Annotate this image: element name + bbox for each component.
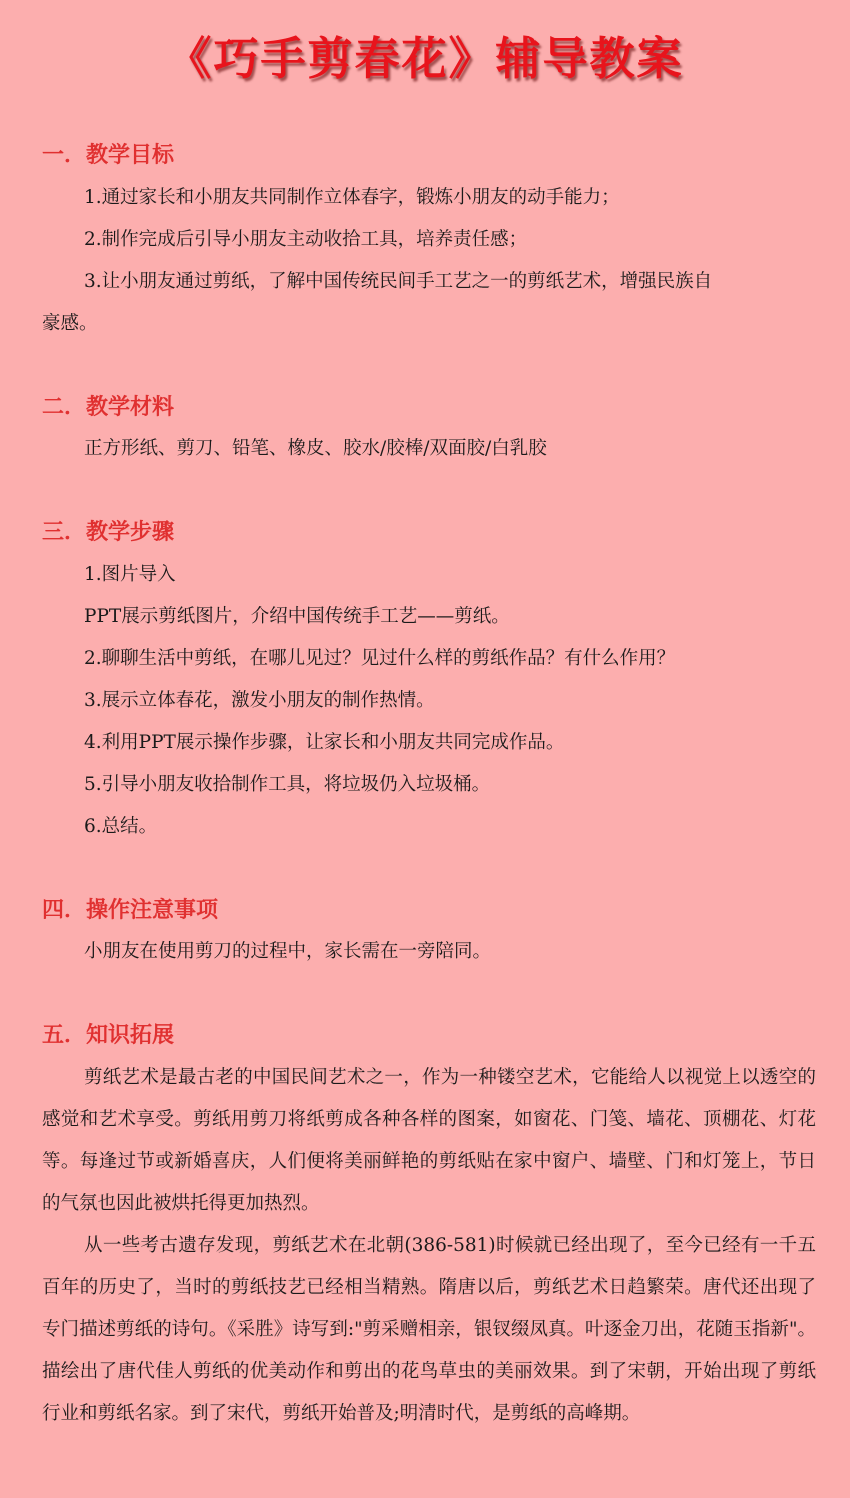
- goal-line-2: 2.制作完成后引导小朋友主动收拾工具，培养责任感；: [84, 229, 528, 250]
- section-heading-notes: 四．操作注意事项: [42, 898, 219, 923]
- materials-line: 正方形纸、剪刀、铅笔、橡皮、胶水/胶棒/双面胶/白乳胶: [84, 438, 547, 459]
- knowledge-paragraph-1: 剪纸艺术是最古老的中国民间艺术之一，作为一种镂空艺术，它能给人以视觉上以透空的感觉和艺术享受。剪纸用剪刀将纸剪成各种各样的图案，如窗花、门笺、墙花、顶棚花、灯花等。每逢过节或新婚喜庆，人们便将美丽鲜艳的剪纸贴在家中窗户、墙壁、门和灯笼上，节日的气氛也因此被烘托得更加热烈。: [42, 1067, 816, 1214]
- step-line-6: 6.总结。: [84, 816, 158, 837]
- goal-line-3-cont: 豪感。: [42, 313, 98, 334]
- section-heading-goals: 一．教学目标: [42, 143, 175, 168]
- step-line-4: 4.利用PPT展示操作步骤，让家长和小朋友共同完成作品。: [84, 732, 565, 753]
- section-heading-knowledge: 五．知识拓展: [42, 1023, 175, 1048]
- goal-line-3: 3.让小朋友通过剪纸，了解中国传统民间手工艺之一的剪纸艺术，增强民族自: [84, 271, 713, 292]
- step-line-1: 1.图片导入: [84, 564, 176, 585]
- step-line-2: 2.聊聊生活中剪纸，在哪儿见过？见过什么样的剪纸作品？有什么作用？: [84, 648, 676, 669]
- goal-line-1: 1.通过家长和小朋友共同制作立体春字，锻炼小朋友的动手能力；: [84, 187, 620, 208]
- step-line-1-detail: PPT展示剪纸图片，介绍中国传统手工艺——剪纸。: [84, 606, 510, 627]
- knowledge-paragraph-2: 从一些考古遗存发现，剪纸艺术在北朝(386-581)时候就已经出现了，至今已经有一千五百年的历史了，当时的剪纸技艺已经相当精熟。隋唐以后，剪纸艺术日趋繁荣。唐代还出现了专门描述剪纸的诗句。《采胜》诗写到:"剪采赠相亲，银钗缀凤真。叶逐金刀出，花随玉指新"。描绘出了唐代佳人剪纸的优美动作和剪出的花鸟草虫的美丽效果。到了宋朝，开始出现了剪纸行业和剪纸名家。到了宋代，剪纸开始普及;明清时代，是剪纸的高峰期。: [42, 1235, 816, 1424]
- step-line-5: 5.引导小朋友收拾制作工具，将垃圾仍入垃圾桶。: [84, 774, 491, 795]
- section-heading-steps: 三．教学步骤: [42, 520, 175, 545]
- page-title: 《巧手剪春花》辅导教案: [166, 32, 684, 85]
- section-heading-materials: 二．教学材料: [42, 395, 175, 420]
- notes-line: 小朋友在使用剪刀的过程中，家长需在一旁陪同。: [84, 941, 492, 962]
- step-line-3: 3.展示立体春花，激发小朋友的制作热情。: [84, 690, 435, 711]
